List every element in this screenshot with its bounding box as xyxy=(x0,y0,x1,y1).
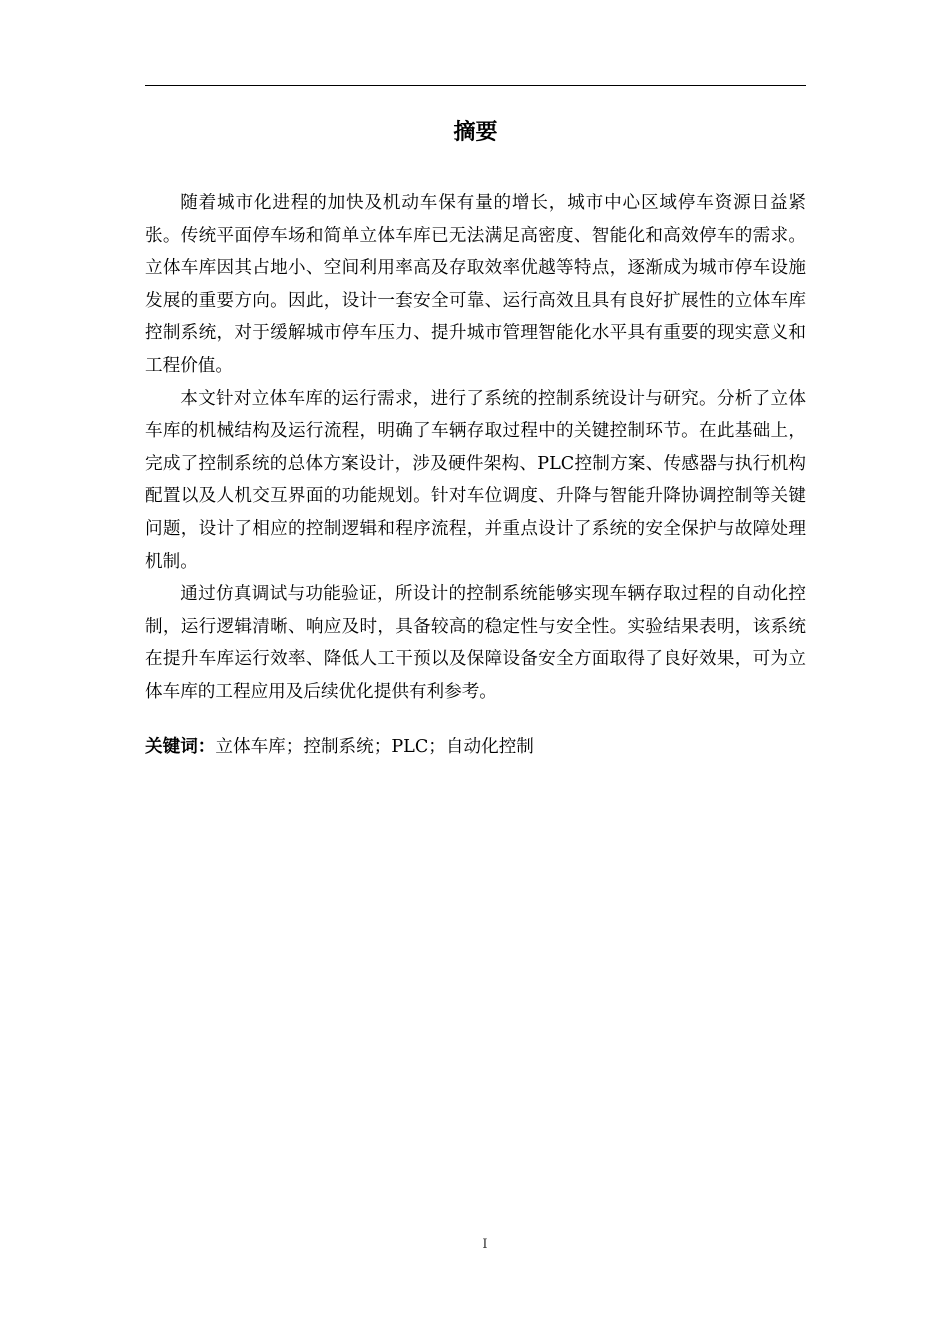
keywords-label: 关键词： xyxy=(145,737,216,757)
abstract-paragraph: 本文针对立体车库的运行需求，进行了系统的控制系统设计与研究。分析了立体车库的机械结构及运行流程，明确了车辆存取过程中的关键控制环节。在此基础上，完成了控制系统的总体方案设计，涉及硬件架构、PLC控制方案、传感器与执行机构配置以及人机交互界面的功能规划。针对车位调度、升降与智能升降协调控制等关键问题，设计了相应的控制逻辑和程序流程，并重点设计了系统的安全保护与故障处理机制。 xyxy=(145,388,806,572)
abstract-paragraph: 通过仿真调试与功能验证，所设计的控制系统能够实现车辆存取过程的自动化控制，运行逻辑清晰、响应及时，具备较高的稳定性与安全性。实验结果表明，该系统在提升车库运行效率、降低人工干预以及保障设备安全方面取得了良好效果，可为立体车库的工程应用及后续优化提供有利参考。 xyxy=(145,584,806,702)
page-number: I xyxy=(482,1237,488,1252)
abstract-body xyxy=(145,187,806,709)
keywords-value: 立体车库；控制系统；PLC；自动化控制 xyxy=(215,737,534,757)
abstract-paragraph: 随着城市化进程的加快及机动车保有量的增长，城市中心区域停车资源日益紧张。传统平面停车场和简单立体车库已无法满足高密度、智能化和高效停车的需求。立体车库因其占地小、空间利用率高及存取效率优越等特点，逐渐成为城市停车设施发展的重要方向。因此，设计一套安全可靠、运行高效且具有良好扩展性的立体车库控制系统，对于缓解城市停车压力、提升城市管理智能化水平具有重要的现实意义和工程价值。 xyxy=(145,193,806,376)
keywords-line xyxy=(145,733,806,761)
header-rule xyxy=(145,85,806,86)
page-title: 摘要 xyxy=(453,120,498,145)
